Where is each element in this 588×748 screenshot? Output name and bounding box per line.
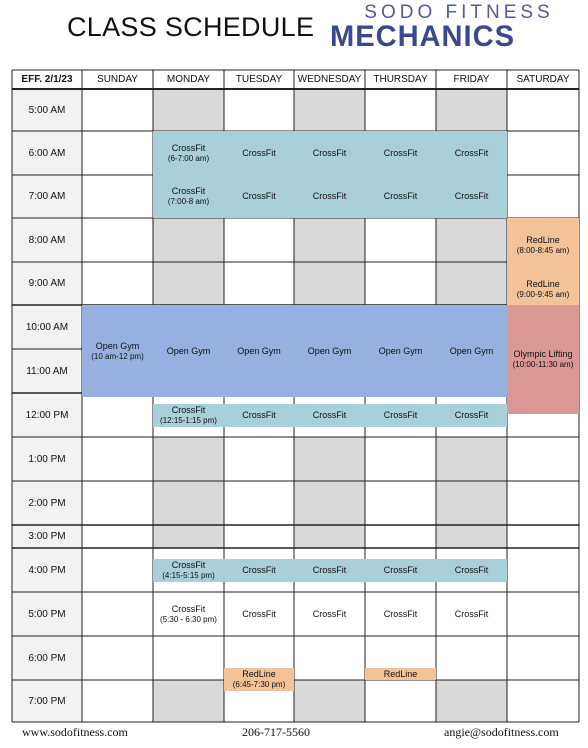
class-block-crossfit bbox=[436, 175, 507, 218]
day-header-wednesday: WEDNESDAY bbox=[297, 74, 362, 85]
closed-slot bbox=[294, 262, 365, 305]
class-block-crossfit bbox=[294, 175, 365, 218]
class-time: (12:15-1:15 pm) bbox=[160, 416, 217, 426]
logo-wordmark-top: SODO FITNESS bbox=[364, 2, 554, 23]
class-name: CrossFit bbox=[242, 608, 276, 619]
time-label: 8:00 AM bbox=[28, 234, 66, 246]
day-header-thursday: THURSDAY bbox=[373, 74, 428, 85]
closed-slot bbox=[436, 262, 507, 305]
time-label: 7:00 PM bbox=[28, 695, 66, 707]
class-name: Open Gym bbox=[378, 345, 423, 356]
footer-website[interactable]: www.sodofitness.com bbox=[22, 725, 128, 739]
class-name: CrossFit bbox=[454, 410, 489, 421]
class-block-open-gym bbox=[294, 305, 365, 397]
class-block-crossfit bbox=[224, 131, 294, 175]
class-block-crossfit bbox=[294, 404, 365, 427]
class-name: CrossFit bbox=[242, 565, 276, 576]
footer-phone: 206-717-5560 bbox=[242, 725, 310, 739]
class-name: CrossFit bbox=[454, 147, 489, 158]
class-block-olympic bbox=[507, 305, 579, 414]
class-time: (10:00-11:30 am) bbox=[512, 360, 574, 370]
day-header-tuesday: TUESDAY bbox=[235, 74, 283, 85]
class-block-crossfit bbox=[436, 131, 507, 175]
time-label: 2:00 PM bbox=[28, 497, 66, 509]
class-name: CrossFit bbox=[312, 191, 347, 202]
closed-slot bbox=[294, 437, 365, 481]
class-name: Open Gym bbox=[307, 345, 352, 356]
closed-slot bbox=[294, 481, 365, 525]
class-name: Open Gym bbox=[237, 345, 281, 356]
class-name: CrossFit bbox=[242, 191, 276, 202]
class-name: CrossFit bbox=[171, 405, 206, 416]
day-header-monday: MONDAY bbox=[166, 74, 211, 85]
class-block-crossfit bbox=[294, 559, 365, 582]
closed-slot bbox=[436, 525, 507, 548]
closed-slot bbox=[294, 218, 365, 262]
closed-slot bbox=[294, 89, 365, 131]
day-header-friday: FRIDAY bbox=[453, 74, 490, 85]
class-block-crossfit bbox=[436, 404, 507, 427]
class-name: CrossFit bbox=[312, 608, 347, 619]
class-name: Open Gym bbox=[166, 345, 211, 356]
class-name: CrossFit bbox=[383, 565, 418, 576]
closed-slot bbox=[153, 437, 224, 481]
class-block-crossfit bbox=[224, 404, 294, 427]
day-header-saturday: SATURDAY bbox=[516, 74, 570, 85]
closed-slot bbox=[436, 89, 507, 131]
class-block-crossfit bbox=[365, 404, 436, 427]
time-label: 4:00 PM bbox=[28, 564, 66, 576]
time-label: 5:00 PM bbox=[28, 608, 66, 620]
time-label: 10:00 AM bbox=[25, 321, 69, 333]
closed-slot bbox=[436, 680, 507, 722]
class-name: CrossFit bbox=[171, 603, 206, 614]
class-block-crossfit bbox=[153, 559, 224, 582]
class-name: CrossFit bbox=[242, 410, 276, 421]
class-block-crossfit bbox=[365, 559, 436, 582]
effective-date: EFF. 2/1/23 bbox=[21, 74, 73, 85]
class-name: Open Gym bbox=[95, 340, 140, 351]
class-block-open-gym bbox=[224, 305, 294, 397]
class-block-crossfit bbox=[224, 559, 294, 582]
time-label: 11:00 AM bbox=[26, 365, 68, 377]
class-time: (4:15-5:15 pm) bbox=[162, 571, 215, 581]
closed-slot bbox=[436, 481, 507, 525]
class-name: CrossFit bbox=[312, 565, 347, 576]
class-name: CrossFit bbox=[242, 147, 276, 158]
footer-email[interactable]: angie@sodofitness.com bbox=[444, 725, 559, 739]
class-name: CrossFit bbox=[383, 147, 418, 158]
class-time: (10 am-12 pm) bbox=[91, 351, 144, 361]
class-block-crossfit bbox=[153, 131, 224, 175]
class-name: RedLine bbox=[383, 669, 418, 679]
class-name: CrossFit bbox=[312, 147, 347, 158]
time-label: 1:00 PM bbox=[28, 453, 66, 465]
time-label: 7:00 AM bbox=[28, 191, 66, 202]
class-name: CrossFit bbox=[454, 191, 489, 202]
class-block-crossfit bbox=[224, 175, 294, 218]
closed-slot bbox=[294, 525, 365, 548]
class-name: RedLine bbox=[526, 279, 560, 290]
closed-slot bbox=[436, 437, 507, 481]
time-label: 3:00 PM bbox=[28, 531, 66, 542]
class-time: (8:00-8:45 am) bbox=[516, 245, 570, 255]
closed-slot bbox=[153, 525, 224, 548]
closed-slot bbox=[153, 218, 224, 262]
class-block-crossfit bbox=[294, 131, 365, 175]
closed-slot bbox=[153, 680, 224, 722]
closed-slot bbox=[153, 89, 224, 131]
class-name: Open Gym bbox=[449, 345, 494, 356]
time-label: 9:00 AM bbox=[28, 278, 66, 289]
time-label: 12:00 PM bbox=[25, 409, 69, 421]
class-time: (6-7:00 am) bbox=[167, 153, 210, 163]
closed-slot bbox=[153, 481, 224, 525]
class-name: RedLine bbox=[526, 234, 560, 245]
closed-slot bbox=[294, 680, 365, 722]
class-block-crossfit bbox=[436, 559, 507, 582]
closed-slot bbox=[153, 262, 224, 305]
class-block-crossfit bbox=[153, 404, 224, 427]
class-name: CrossFit bbox=[171, 186, 206, 197]
logo-wordmark-bottom: MECHANICS bbox=[330, 20, 515, 53]
class-block-crossfit bbox=[153, 175, 224, 218]
class-name: CrossFit bbox=[171, 560, 206, 571]
class-name: CrossFit bbox=[312, 410, 347, 421]
class-block-crossfit bbox=[365, 131, 436, 175]
class-name: CrossFit bbox=[383, 191, 418, 202]
class-name: Olympic Lifting bbox=[513, 349, 573, 360]
class-name: CrossFit bbox=[454, 565, 489, 576]
class-block-open-gym bbox=[365, 305, 436, 397]
class-name: CrossFit bbox=[383, 410, 418, 421]
class-name: CrossFit bbox=[383, 608, 418, 619]
time-label: 6:00 AM bbox=[28, 147, 66, 159]
class-name: RedLine bbox=[242, 669, 276, 679]
class-name: CrossFit bbox=[454, 608, 489, 619]
time-label: 6:00 PM bbox=[28, 652, 66, 664]
class-block-crossfit bbox=[365, 175, 436, 218]
class-time: (7:00-8 am) bbox=[167, 197, 210, 207]
class-block-redline bbox=[365, 668, 436, 680]
class-block-open-gym bbox=[153, 305, 224, 397]
class-block-open-gym bbox=[82, 305, 153, 397]
class-time: (9:00-9:45 am) bbox=[516, 290, 570, 300]
class-name: CrossFit bbox=[171, 142, 206, 153]
class-time: (6:45-7:30 pm) bbox=[232, 680, 286, 690]
page-title: CLASS SCHEDULE bbox=[67, 12, 315, 42]
closed-slot bbox=[436, 218, 507, 262]
time-label: 5:00 AM bbox=[28, 104, 66, 116]
class-time: (5:30 - 6:30 pm) bbox=[160, 614, 217, 624]
class-block-redline bbox=[224, 668, 294, 691]
day-header-sunday: SUNDAY bbox=[97, 74, 138, 85]
class-block-open-gym bbox=[436, 305, 507, 397]
